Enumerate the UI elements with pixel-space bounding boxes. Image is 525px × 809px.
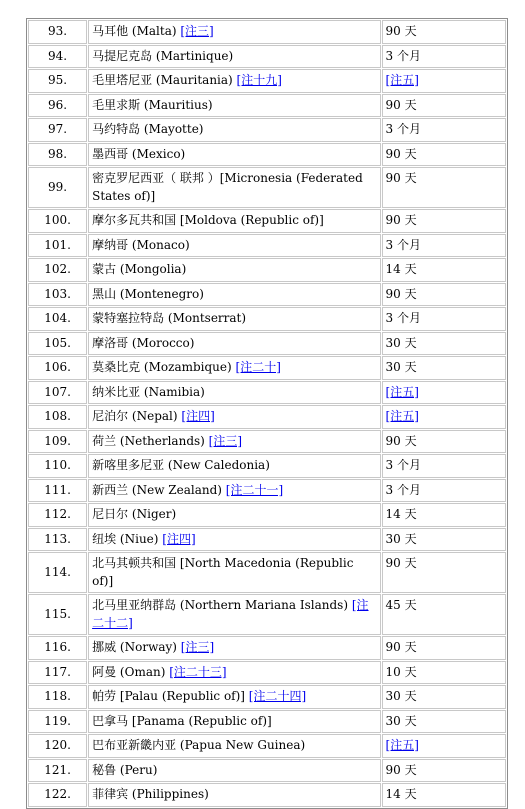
period-value: 3 个月 [382,118,506,142]
table-row [28,94,506,118]
country-name: 摩纳哥 (Monaco) [92,237,190,252]
table-row [28,503,506,527]
country-cell [88,636,380,660]
country-name: 墨西哥 (Mexico) [92,146,186,161]
table-row [28,454,506,478]
table-row [28,381,506,405]
country-name: 北马里亚纳群岛 (Northern Mariana Islands) [92,598,352,612]
footnote-link[interactable]: [注十九] [236,73,282,87]
row-number: 100. [28,209,87,233]
period-cell [382,405,506,429]
period-value: 14 天 [382,258,506,282]
country-name: 荷兰 (Netherlands) [92,433,209,448]
country-cell [88,479,380,503]
period-value: 30 天 [382,710,506,734]
country-name: 秘鲁 (Peru) [92,762,158,777]
table-row [28,332,506,356]
period-footnote-link[interactable]: [注五] [385,73,419,87]
period-value: 30 天 [382,528,506,552]
country-cell [88,356,380,380]
footnote-link[interactable]: [注二十四] [248,689,307,703]
country-cell [88,283,380,307]
period-value: 90 天 [382,94,506,118]
row-number: 122. [28,783,87,807]
country-name: 纽埃 (Niue) [92,531,163,546]
country-name: 北马其顿共和国 [North Macedonia (Republic of)] [92,556,354,588]
country-cell [88,94,380,118]
table-row [28,20,506,44]
country-cell [88,685,380,709]
period-footnote-link[interactable]: [注五] [385,384,419,399]
row-number: 98. [28,143,87,167]
country-cell [88,381,380,405]
row-number: 109. [28,430,87,454]
period-value: 3 个月 [382,307,506,331]
country-cell [88,209,380,233]
table-row [28,759,506,783]
country-name: 巴布亚新畿内亚 (Papua New Guinea) [92,738,306,752]
period-value: 90 天 [382,552,506,593]
visa-free-period-table [26,18,508,809]
country-name: 巴拿马 [Panama (Republic of)] [92,713,272,728]
country-name: 毛里求斯 (Mauritius) [92,97,213,112]
country-name: 马耳他 (Malta) [92,24,181,38]
row-number: 108. [28,405,87,429]
table-row [28,69,506,93]
row-number: 113. [28,528,87,552]
footnote-link[interactable]: [注三] [180,24,214,38]
period-value: 10 天 [382,661,506,685]
period-value: 14 天 [382,783,506,807]
country-name: 尼泊尔 (Nepal) [92,409,182,423]
row-number: 115. [28,594,87,635]
period-value: 14 天 [382,503,506,527]
country-cell [88,759,380,783]
period-footnote-link[interactable]: [注五] [385,409,419,423]
table-row [28,307,506,331]
table-row [28,430,506,454]
row-number: 116. [28,636,87,660]
country-name: 蒙古 (Mongolia) [92,262,187,276]
row-number: 111. [28,479,87,503]
table-row [28,661,506,685]
footnote-link[interactable]: [注二十二] [92,598,369,630]
footnote-link[interactable]: [注四] [162,531,196,546]
country-cell [88,552,380,593]
table-row [28,405,506,429]
period-value: 30 天 [382,356,506,380]
table-row [28,479,506,503]
row-number: 105. [28,332,87,356]
country-name: 帕劳 [Palau (Republic of)] [92,689,249,703]
country-cell [88,307,380,331]
row-number: 96. [28,94,87,118]
country-name: 密克罗尼西亚（ 联邦 ）[Micronesia (Federated States of)] [92,171,363,203]
country-cell [88,167,380,208]
period-value: 3 个月 [382,454,506,478]
table-row [28,685,506,709]
period-value: 90 天 [382,283,506,307]
period-value: 3 个月 [382,479,506,503]
table-row [28,734,506,758]
row-number: 93. [28,20,87,44]
country-cell [88,430,380,454]
table-row [28,636,506,660]
table-row [28,594,506,635]
country-name: 新喀里多尼亚 (New Caledonia) [92,458,270,472]
period-value: 45 天 [382,594,506,635]
period-value: 30 天 [382,685,506,709]
row-number: 104. [28,307,87,331]
country-name: 挪威 (Norway) [92,640,181,654]
row-number: 119. [28,710,87,734]
country-name: 摩尔多瓦共和国 [Moldova (Republic of)] [92,213,324,227]
country-name: 纳米比亚 (Namibia) [92,384,205,399]
period-value: 90 天 [382,759,506,783]
period-cell [382,69,506,93]
country-cell [88,258,380,282]
period-value: 90 天 [382,209,506,233]
table-row [28,143,506,167]
row-number: 101. [28,234,87,258]
table-row [28,528,506,552]
country-cell [88,734,380,758]
footnote-link[interactable]: [注二十三] [169,664,227,679]
footnote-link[interactable]: [注四] [181,409,215,423]
period-value: 30 天 [382,332,506,356]
footnote-link[interactable]: [注二十一] [225,482,284,497]
period-value: 90 天 [382,430,506,454]
country-name: 莫桑比克 (Mozambique) [92,360,236,374]
country-name: 马提尼克岛 (Martinique) [92,48,234,63]
table-row [28,258,506,282]
country-name: 新西兰 (New Zealand) [92,482,226,497]
country-name: 毛里塔尼亚 (Mauritania) [92,73,237,87]
row-number: 117. [28,661,87,685]
country-cell [88,405,380,429]
period-value: 3 个月 [382,45,506,69]
table-row [28,167,506,208]
period-value: 3 个月 [382,234,506,258]
country-name: 蒙特塞拉特岛 (Montserrat) [92,311,247,325]
table-row [28,45,506,69]
row-number: 95. [28,69,87,93]
country-cell [88,234,380,258]
period-value: 90 天 [382,636,506,660]
period-footnote-link[interactable]: [注五] [385,738,419,752]
row-number: 97. [28,118,87,142]
footnote-link[interactable]: [注三] [180,640,215,654]
period-value: 90 天 [382,167,506,208]
row-number: 94. [28,45,87,69]
country-name: 菲律宾 (Philippines) [92,787,209,801]
period-cell [382,381,506,405]
row-number: 112. [28,503,87,527]
country-cell [88,528,380,552]
country-name: 马约特岛 (Mayotte) [92,122,204,136]
country-cell [88,143,380,167]
period-cell [382,734,506,758]
table-row [28,356,506,380]
country-cell [88,594,380,635]
row-number: 103. [28,283,87,307]
row-number: 99. [28,167,87,208]
country-cell [88,454,380,478]
country-cell [88,69,380,93]
country-cell [88,503,380,527]
row-number: 114. [28,552,87,593]
period-value: 90 天 [382,20,506,44]
country-cell [88,118,380,142]
country-name: 尼日尔 (Niger) [92,507,177,521]
row-number: 106. [28,356,87,380]
country-name: 阿曼 (Oman) [92,664,170,679]
country-name: 摩洛哥 (Morocco) [92,335,195,350]
country-name: 黑山 (Montenegro) [92,286,204,301]
row-number: 110. [28,454,87,478]
table-row [28,283,506,307]
row-number: 102. [28,258,87,282]
country-cell [88,661,380,685]
table-row [28,710,506,734]
country-cell [88,710,380,734]
table-row [28,234,506,258]
country-cell [88,20,380,44]
footnote-link[interactable]: [注二十] [235,360,281,374]
table-row [28,209,506,233]
row-number: 120. [28,734,87,758]
row-number: 121. [28,759,87,783]
table-row [28,118,506,142]
row-number: 118. [28,685,87,709]
country-cell [88,45,380,69]
row-number: 107. [28,381,87,405]
table-row [28,552,506,593]
period-value: 90 天 [382,143,506,167]
country-cell [88,332,380,356]
footnote-link[interactable]: [注三] [208,433,243,448]
